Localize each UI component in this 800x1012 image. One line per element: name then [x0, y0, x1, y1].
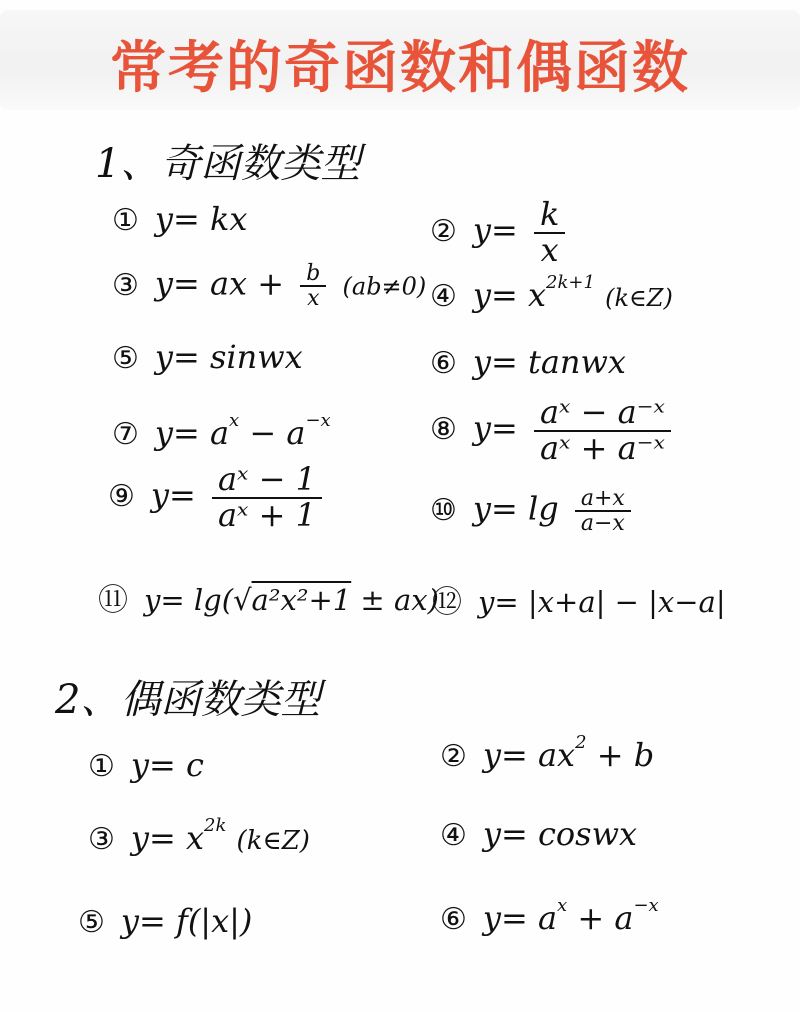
- odd-formula-9: ⑨ y= $\frac{\text{aˣ − 1}}{\text{aˣ + 1}}$: [108, 463, 328, 532]
- section-heading-odd: 1、奇函数类型: [95, 141, 361, 187]
- odd-formula-8: ⑧ y= $\frac{\text{aˣ − a⁻ˣ}}{\text{aˣ + a⁻ˣ}}$: [430, 396, 677, 465]
- odd-formula-6: ⑥ y= tanwx: [430, 343, 626, 381]
- even-formula-4: ④ y= coswx: [440, 815, 638, 853]
- odd-formula-10: ⑩ y= lg $\frac{a+x}{a-x}$: [430, 487, 637, 535]
- even-formula-2: ② $y= ax^2 + b$: [440, 732, 655, 774]
- odd-formula-11: ⑪ y= lg(√a²x²+1 ± ax): [98, 583, 439, 618]
- even-formula-5: ⑤ y= f(|x|): [78, 902, 253, 940]
- odd-formula-2: ② y= $\frac{k}{x}$: [430, 198, 571, 267]
- even-formula-1: ① y= c: [88, 746, 204, 784]
- odd-formula-5: ⑤ y= sinwx: [112, 338, 303, 376]
- odd-formula-1: ① y= kx: [112, 200, 248, 238]
- odd-formula-12: ⑫ y= |x+a| − |x−a|: [432, 585, 726, 620]
- even-formula-3: ③ $y= x^{2k}$ (k∈Z): [88, 815, 310, 857]
- odd-formula-7: ⑦ $y= a^x - a^{-x}$: [112, 410, 331, 452]
- page-title: 常考的奇函数和偶函数: [110, 36, 690, 101]
- even-formula-6: ⑥ $y= a^x + a^{-x}$: [440, 895, 659, 937]
- odd-formula-4: ④ $y= x^{2k+1}$ (k∈Z): [430, 272, 673, 314]
- odd-formula-3: ③ y= ax + $\frac{b}{x}$ (ab≠0): [112, 261, 427, 312]
- section-heading-even: 2、偶函数类型: [55, 677, 321, 723]
